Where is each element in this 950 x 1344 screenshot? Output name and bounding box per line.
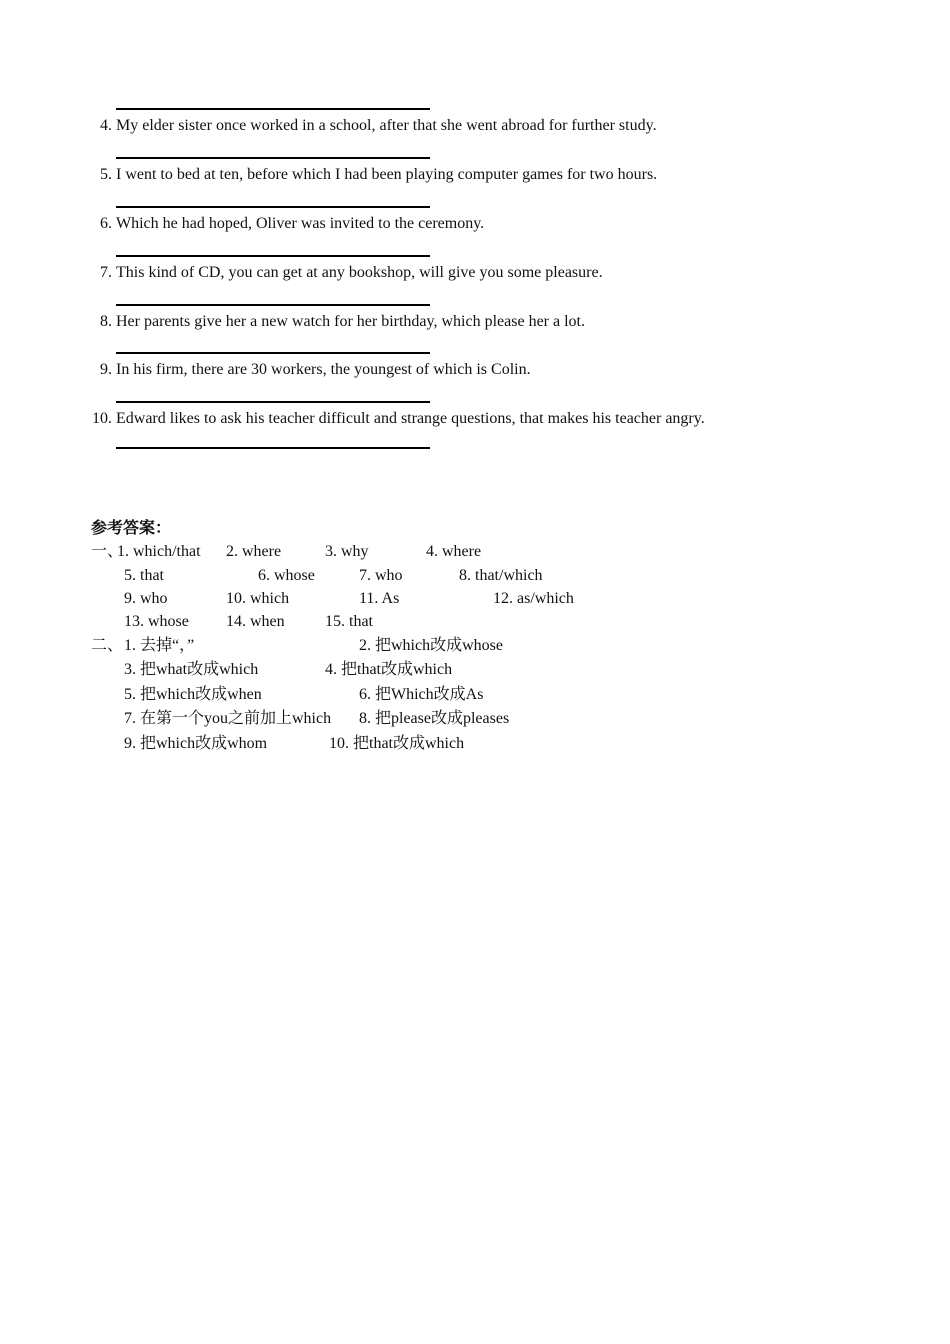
question-number: 7. — [100, 264, 112, 281]
question-item — [100, 214, 485, 234]
question-text: Edward likes to ask his teacher difficult and strange questions, that makes his teacher angry. — [116, 410, 705, 427]
question-item — [100, 263, 603, 283]
question-item — [100, 360, 531, 380]
answer-blank-line — [116, 255, 430, 257]
question-text: In his firm, there are 30 workers, the youngest of which is Colin. — [116, 361, 531, 378]
answer-item: 5. 把which改成when — [124, 686, 262, 703]
question-number: 4. — [100, 117, 112, 134]
answers-title: 参考答案： — [91, 520, 172, 537]
question-number: 9. — [100, 361, 112, 378]
answer-item: 9. 把which改成whom — [124, 735, 268, 752]
question-number: 6. — [100, 215, 112, 232]
answer-item: 14. when — [226, 613, 285, 630]
answer-item: 7. who — [359, 567, 403, 584]
question-item — [92, 409, 705, 429]
answer-item: 13. whose — [124, 613, 189, 630]
answer-blank-line — [116, 157, 430, 159]
answer-blank-line — [116, 352, 430, 354]
answer-item: 10. 把that改成which — [329, 735, 465, 752]
answer-item: 2. 把which改成whose — [359, 637, 503, 654]
question-text: I went to bed at ten, before which I had been playing computer games for two hours. — [116, 166, 658, 183]
question-number: 10. — [92, 410, 112, 427]
part2-label: 二、 — [91, 637, 124, 654]
question-item — [100, 116, 657, 136]
answer-item: 3. 把what改成which — [124, 661, 259, 678]
question-text: My elder sister once worked in a school, after that she went abroad for further study. — [116, 117, 657, 134]
answer-item: 8. 把please改成pleases — [359, 710, 510, 727]
answer-item: 1. which/that — [117, 543, 201, 560]
answer-blank-line — [116, 304, 430, 306]
answer-item: 2. where — [226, 543, 282, 560]
answer-blank-line — [116, 206, 430, 208]
question-text: This kind of CD, you can get at any bookshop, will give you some pleasure. — [116, 264, 603, 281]
answer-blank-line — [116, 401, 430, 403]
question-text: Her parents give her a new watch for her birthday, which please her a lot. — [116, 313, 585, 330]
question-number: 8. — [100, 313, 112, 330]
question-text: Which he had hoped, Oliver was invited to the ceremony. — [116, 215, 485, 232]
answer-item: 7. 在第一个you之前加上which — [124, 710, 332, 727]
answer-item: 11. As — [359, 590, 400, 607]
question-item — [100, 312, 585, 332]
answer-item: 6. whose — [258, 567, 315, 584]
answer-item: 4. where — [426, 543, 482, 560]
answer-item: 5. that — [124, 567, 164, 584]
question-item — [100, 165, 658, 185]
question-number: 5. — [100, 166, 112, 183]
answer-blank-line — [116, 447, 430, 449]
answer-blank-line — [116, 108, 430, 110]
answer-item: 8. that/which — [459, 567, 543, 584]
answer-item: 1. 去掉“，” — [124, 637, 195, 654]
answer-item: 3. why — [325, 543, 369, 560]
answer-item: 12. as/which — [493, 590, 574, 607]
answer-item: 9. who — [124, 590, 168, 607]
answer-item: 10. which — [226, 590, 290, 607]
answer-item: 15. that — [325, 613, 373, 630]
part1-label: 一、 — [91, 543, 124, 560]
answer-item: 4. 把that改成which — [325, 661, 453, 678]
answer-item: 6. 把Which改成As — [359, 686, 484, 703]
